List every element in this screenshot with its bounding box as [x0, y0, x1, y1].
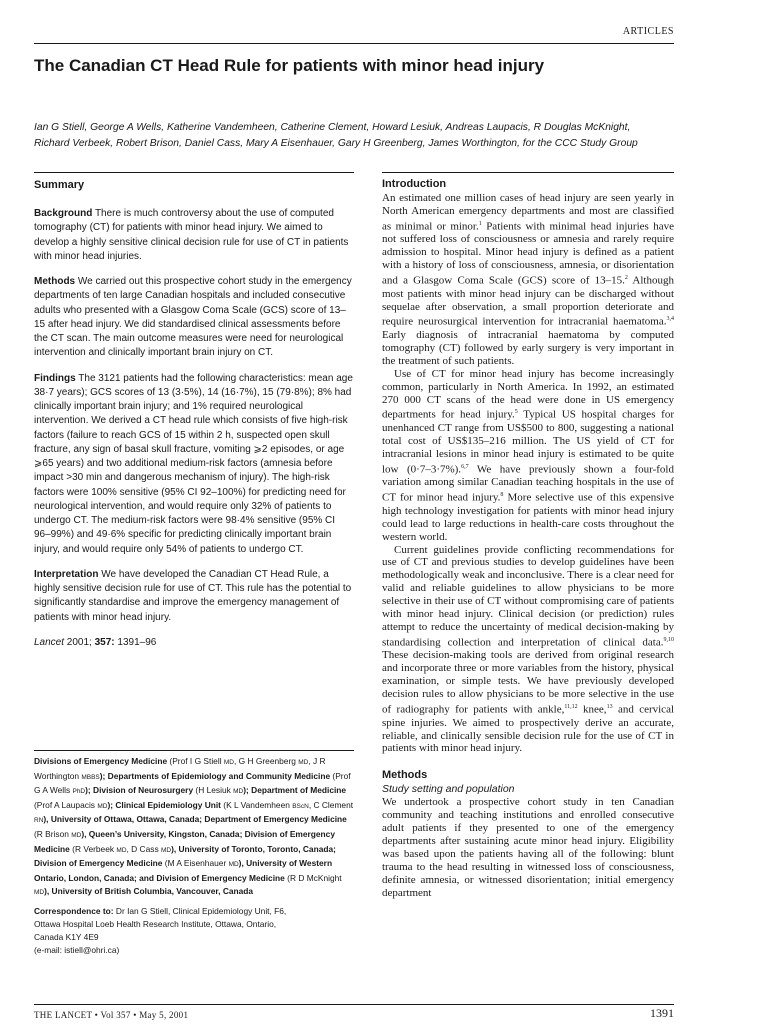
correspondence-label: Correspondence to: [34, 905, 114, 916]
methods-heading: Methods [382, 769, 428, 782]
summary-column [34, 172, 354, 650]
methods-section [382, 769, 674, 899]
article-title: The Canadian CT Head Rule for patients with minor head injury [34, 56, 545, 75]
summary-methods [34, 275, 354, 361]
citation-pages: 1391–96 [114, 636, 157, 648]
correspondence: Correspondence to: Dr Ian G Stiell, Clinical Epidemiology Unit, F6, Ottawa Hospital Loeb Health Research Institute, Ottawa, Ontario, Canada K1Y 4E9 (e-mail: istiell@ohri.ca) [34, 905, 287, 955]
summary-interpretation [34, 568, 354, 625]
affiliations-rule [34, 750, 354, 751]
interpretation-label: Interpretation [34, 568, 99, 580]
introduction-rule [382, 172, 674, 173]
summary-heading: Summary [34, 179, 85, 191]
citation [34, 636, 354, 650]
citation-volume: 357: [94, 636, 115, 648]
methods-label: Methods [34, 276, 76, 287]
interpretation-text: We have developed the Canadian CT Head Rule, a highly sensitive decision rule for use of CT. This rule has the potential to significantly standardise and improve the emergency management of patients with minor head injury. [34, 568, 352, 623]
introduction-paragraph-1: An estimated one million cases of head injury are seen yearly in North American emergency departments and most are classified as minimal or minor.$^1$ Patients with minimal head injuries have not suffered loss of consciousness or amnesia and rarely require admission to hospital. Minor head injury is defined as a patient with a history of loss of consciousness, amnesia, or disorientation and a Glasgow Coma Scale (GCS) score of 13–15.$^2$ Although most patients with minor head injury can be discharged without sequelae after observation, a small proportion deteriorate and require neurosurgical intervention for intracranial haematoma.$^{3,4}$ Early diagnosis of intracranial haematoma by computed tomography (CT) followed by early surgery is very important in the treatment of such patients. [382, 192, 674, 367]
methods-subheading: Study setting and population [382, 783, 515, 796]
author-list: Ian G Stiell, George A Wells, Katherine Vandemheen, Catherine Clement, Howard Lesiuk, Andreas Laupacis, R Douglas McKnight, Richard Verbeek, Robert Brison, Daniel Cass, Mary A Eisenhauer, Gary H Greenberg, James Worthington, for the CCC Study Group [34, 122, 638, 149]
citation-journal: Lancet [34, 636, 65, 648]
summary-rule [34, 172, 354, 173]
section-label: ARTICLES [622, 26, 674, 37]
findings-label: Findings [34, 372, 76, 384]
methods-text: We carried out this prospective cohort study in the emergency departments of ten large Canadian hospitals and included consecutive adults who presented with a Glasgow Coma Scale (GCS) score of 13–15 after head injury. We did standardised clinical assessments before the CT scan. The main outcome measures were need for neurological intervention and clinically important brain injury on CT. [34, 276, 352, 359]
affiliations-text: Divisions of Emergency Medicine (Prof I G Stiell MD, G H Greenberg MD, J R Worthington MBBS); Departments of Epidemiology and Community Medicine (Prof G A Wells PhD); Division of Neurosurgery (H Lesiuk MD); Department of Medicine (Prof A Laupacis MD); Clinical Epidemiology Unit (K L Vandemheen BScN, C Clement RN), University of Ottawa, Ottawa, Canada; Department of Emergency Medicine (R Brison MD), Queen’s University, Kingston, Canada; Division of Emergency Medicine (R Verbeek MD, D Cass MD), University of Toronto, Toronto, Canada; Division of Emergency Medicine (M A Eisenhauer MD), University of Western Ontario, London, Canada; and Division of Emergency Medicine (R D McKnight MD), University of British Columbia, Vancouver, Canada [34, 756, 354, 897]
affiliations-block [34, 750, 354, 957]
findings-text: The 3121 patients had the following characteristics: mean age 38·7 years); GCS scores of 13 (3·5%), 14 (16·7%), 15 (79·8%); 8% had clinically important brain injury; and 1% required neurological intervention. We derived a CT head rule which consists of five high-risk factors (failure to reach GCS of 15 within 2 h, suspected open skull fracture, any sign of basal skull fracture, vomiting ⩾2 episodes, or age ⩾65 years) and two additional medium-risk factors (amnesia before impact >30 min and dangerous mechanism of injury). The high-risk factors were 100% sensitive (95% CI 92–100%) for predicting need for neurological intervention, and would require only 32% of patients to undergo CT. The medium-risk factors were 98·4% sensitive (95% CI 96–99%) and 49·6% specific for predicting clinically important brain injury, and would require only 54% of patients to undergo CT. [34, 372, 353, 555]
footer-rule [34, 1004, 674, 1005]
body-column [382, 172, 674, 900]
methods-paragraph-1: We undertook a prospective cohort study in ten Canadian community and teaching institutions and enrolled consecutive adult patients if they presented to one of the emergency departments after sustaining acute minor head injury. Eligibility was based upon the patients having all of the following: blunt trauma to the head resulting in witnessed loss of consciousness, definite amnesia, or witnessed disorientation; initial emergency department [382, 796, 674, 899]
introduction-heading: Introduction [382, 178, 447, 190]
summary-findings [34, 372, 354, 557]
introduction-paragraph-3: Current guidelines provide conflicting recommendations for use of CT and previous studies to develop guidelines have been methodologically weak and inconclusive. There is a clear need for valid and reliable guidelines to allow physicians to be more selective in their use of CT without compromising care of patients with minor head injury. Clinical decision (or prediction) rules attempt to reduce the uncertainty of medical decision-making by standardising collection and interpretation of clinical data.$^{9,10}$ These decision-making tools are derived from original research and incorporate three or more variables from the history, physical examination, or simple tests. We have previously developed decision rules to allow physicians to be more selective in the use of radiography for patients with ankle,$^{11,12}$ knee,$^{13}$ and cervical spine injuries. We aimed to prospectively derive an accurate, reliable, and clinically sensible decision rule for the use of CT in patients with minor head injury. [382, 543, 675, 755]
header-rule [34, 43, 674, 44]
citation-year: 2001; [64, 636, 95, 648]
introduction-paragraph-2: Use of CT for minor head injury has become increasingly common, particularly in North America. In 1992, an estimated 270 000 CT scans of the head were done in US emergency departments for head injury.$^5$ Typical US hospital charges for unenhanced CT range from US$500 to 800, suggesting a national total cost of US$135–216 million. The US yield of CT for intracranial lesions in minor head injury is estimated to be quite low (0·7–3·7%).$^{6,7}$ We have previously shown a four-fold variation among similar Canadian teaching hospitals in the use of CT for minor head injury.$^8$ More selective use of this expensive high technology investigation for patients with minor head injury could lead to large reductions in health-care costs throughout the western world. [382, 367, 674, 543]
page-number: 1391 [650, 1006, 674, 1020]
background-text: There is much controversy about the use of computed tomography (CT) for patients with minor head injury. We aimed to develop a highly sensitive clinical decision rule for use of CT in patients with minor head injuries. [34, 208, 349, 262]
summary-background [34, 207, 354, 264]
background-label: Background [34, 208, 93, 219]
footer-journal: THE LANCET • Vol 357 • May 5, 2001 [34, 1010, 189, 1020]
correspondence-email: (e-mail: istiell@ohri.ca) [34, 944, 120, 955]
